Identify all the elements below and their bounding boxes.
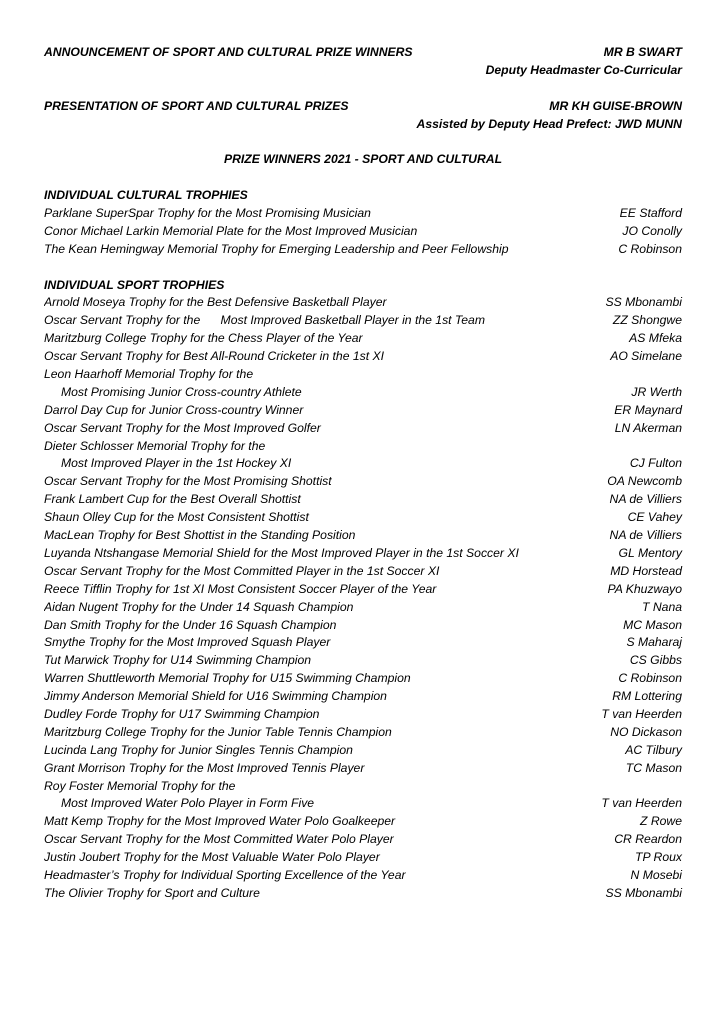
trophy-row — [44, 563, 682, 581]
winner-name: EE Stafford — [619, 206, 682, 221]
trophy-row — [44, 223, 682, 241]
winner-name: AC Tilbury — [625, 742, 682, 757]
cultural-section-title: INDIVIDUAL CULTURAL TROPHIES — [44, 188, 248, 203]
trophy-row — [44, 581, 682, 599]
trophy-name: Oscar Servant Trophy for the Most Committed Player in the 1st Soccer XI — [44, 563, 440, 578]
winner-name: TC Mason — [625, 760, 682, 775]
trophy-row — [44, 205, 682, 223]
winner-name: AO Simelane — [610, 349, 682, 364]
trophy-row — [44, 831, 682, 849]
presentation-role: Assisted by Deputy Head Prefect: JWD MUNN — [416, 116, 682, 131]
trophy-name: Luyanda Ntshangase Memorial Shield for the Most Improved Player in the 1st Soccer XI — [44, 545, 519, 560]
winner-name: ZZ Shongwe — [612, 313, 682, 328]
sport-trophy-list — [44, 294, 682, 902]
trophy-row — [44, 438, 682, 456]
cultural-trophy-list — [44, 205, 682, 259]
winner-name: T Nana — [642, 599, 682, 614]
trophy-row — [44, 813, 682, 831]
trophy-name: Dieter Schlosser Memorial Trophy for the — [44, 438, 266, 453]
winner-name: CS Gibbs — [629, 653, 682, 668]
winner-name: PA Khuzwayo — [607, 581, 682, 596]
trophy-row — [44, 742, 682, 760]
trophy-name: Headmaster’s Trophy for Individual Sporting Excellence of the Year — [44, 867, 406, 882]
trophy-row — [44, 885, 682, 903]
winner-name: NO Dickason — [610, 724, 682, 739]
trophy-row — [44, 760, 682, 778]
trophy-name: Matt Kemp Trophy for the Most Improved Water Polo Goalkeeper — [44, 814, 396, 829]
winner-name: C Robinson — [618, 241, 682, 256]
trophy-row — [44, 384, 682, 402]
page-title: PRIZE WINNERS 2021 - SPORT AND CULTURAL — [223, 152, 503, 167]
winner-name: CR Reardon — [614, 832, 682, 847]
trophy-row — [44, 849, 682, 867]
trophy-name: Aidan Nugent Trophy for the Under 14 Squash Champion — [44, 599, 354, 614]
trophy-name: Smythe Trophy for the Most Improved Squash Player — [44, 635, 331, 650]
trophy-name: Roy Foster Memorial Trophy for the — [44, 778, 236, 793]
winner-name: ER Maynard — [614, 402, 682, 417]
trophy-name: Oscar Servant Trophy for the Most Committed Water Polo Player — [44, 832, 394, 847]
trophy-name: Most Promising Junior Cross-country Athlete — [61, 384, 302, 399]
trophy-name: Oscar Servant Trophy for Best All-Round Cricketer in the 1st XI — [44, 349, 385, 364]
trophy-row — [44, 652, 682, 670]
trophy-name: Maritzburg College Trophy for the Junior Table Tennis Champion — [44, 724, 392, 739]
trophy-name: Jimmy Anderson Memorial Shield for U16 Swimming Champion — [44, 689, 387, 704]
trophy-row — [44, 294, 682, 312]
trophy-name: Frank Lambert Cup for the Best Overall Shottist — [44, 492, 301, 507]
trophy-name: Oscar Servant Trophy for the Most Improved Basketball Player in the 1st Team — [44, 313, 485, 328]
announcement-block — [44, 44, 682, 80]
winner-name: JO Conolly — [622, 223, 682, 238]
trophy-row — [44, 795, 682, 813]
trophy-row — [44, 706, 682, 724]
trophy-name: Most Improved Player in the 1st Hockey XI — [61, 456, 292, 471]
trophy-row — [44, 670, 682, 688]
sport-section-title: INDIVIDUAL SPORT TROPHIES — [44, 277, 225, 292]
trophy-row — [44, 867, 682, 885]
winner-name: C Robinson — [618, 671, 682, 686]
winner-name: SS Mbonambi — [605, 885, 682, 900]
trophy-name: Leon Haarhoff Memorial Trophy for the — [44, 367, 254, 382]
presentation-label: PRESENTATION OF SPORT AND CULTURAL PRIZES — [44, 98, 349, 113]
trophy-row — [44, 348, 682, 366]
presentation-person: MR KH GUISE-BROWN — [549, 98, 682, 113]
trophy-name: Warren Shuttleworth Memorial Trophy for U15 Swimming Champion — [44, 671, 411, 686]
trophy-name: Oscar Servant Trophy for the Most Improved Golfer — [44, 420, 321, 435]
trophy-row — [44, 420, 682, 438]
winner-name: OA Newcomb — [607, 474, 682, 489]
winner-name: GL Mentory — [618, 545, 682, 560]
trophy-name: Tut Marwick Trophy for U14 Swimming Champion — [44, 653, 312, 668]
trophy-row — [44, 241, 682, 259]
announcement-person: MR B SWART — [603, 45, 682, 59]
trophy-row — [44, 366, 682, 384]
winner-name: JR Werth — [631, 384, 682, 399]
trophy-name: Darrol Day Cup for Junior Cross-country Winner — [44, 402, 304, 417]
presentation-row — [44, 98, 682, 116]
spacer — [44, 259, 682, 277]
trophy-row — [44, 473, 682, 491]
winner-name: CJ Fulton — [629, 456, 682, 471]
announcement-role: Deputy Headmaster Co-Curricular — [485, 62, 682, 77]
trophy-name: Most Improved Water Polo Player in Form Five — [61, 796, 315, 811]
winner-name: LN Akerman — [614, 420, 682, 435]
trophy-row — [44, 634, 682, 652]
announcement-label: ANNOUNCEMENT OF SPORT AND CULTURAL PRIZE WINNERS — [44, 45, 413, 59]
trophy-name: Shaun Olley Cup for the Most Consistent Shottist — [44, 510, 309, 525]
trophy-name: The Kean Hemingway Memorial Trophy for Emerging Leadership and Peer Fellowship — [44, 241, 509, 256]
winner-name: NA de Villiers — [609, 492, 682, 507]
trophy-row — [44, 330, 682, 348]
winner-name: T van Heerden — [601, 706, 682, 721]
winner-name: CE Vahey — [627, 510, 682, 525]
trophy-name: Maritzburg College Trophy for the Chess Player of the Year — [44, 331, 363, 346]
spacer — [44, 133, 682, 151]
trophy-row — [44, 599, 682, 617]
presentation-block — [44, 98, 682, 134]
trophy-row — [44, 688, 682, 706]
winner-name: T van Heerden — [601, 796, 682, 811]
trophy-row — [44, 402, 682, 420]
trophy-row — [44, 455, 682, 473]
winner-name: TP Roux — [635, 850, 682, 865]
trophy-name: Parklane SuperSpar Trophy for the Most Promising Musician — [44, 206, 371, 221]
trophy-row — [44, 724, 682, 742]
trophy-name: Oscar Servant Trophy for the Most Promising Shottist — [44, 474, 332, 489]
trophy-name: The Olivier Trophy for Sport and Culture — [44, 885, 260, 900]
trophy-name: Dudley Forde Trophy for U17 Swimming Champion — [44, 706, 320, 721]
trophy-row — [44, 509, 682, 527]
trophy-row — [44, 312, 682, 330]
trophy-name: Grant Morrison Trophy for the Most Improved Tennis Player — [44, 760, 365, 775]
trophy-row — [44, 617, 682, 635]
winner-name: N Mosebi — [630, 867, 682, 882]
trophy-row — [44, 527, 682, 545]
trophy-name: MacLean Trophy for Best Shottist in the Standing Position — [44, 528, 356, 543]
winner-name: MD Horstead — [610, 563, 682, 578]
winner-name: SS Mbonambi — [605, 295, 682, 310]
winner-name: Z Rowe — [640, 814, 682, 829]
trophy-name: Lucinda Lang Trophy for Junior Singles Tennis Champion — [44, 742, 353, 757]
announcement-row — [44, 44, 682, 62]
trophy-row — [44, 491, 682, 509]
winner-name: MC Mason — [623, 617, 682, 632]
winner-name: AS Mfeka — [629, 331, 682, 346]
winner-name: RM Lottering — [612, 689, 682, 704]
trophy-name: Conor Michael Larkin Memorial Plate for the Most Improved Musician — [44, 223, 418, 238]
trophy-row — [44, 778, 682, 796]
trophy-name: Reece Tifflin Trophy for 1st XI Most Consistent Soccer Player of the Year — [44, 581, 437, 596]
winner-name: NA de Villiers — [609, 528, 682, 543]
trophy-row — [44, 545, 682, 563]
spacer — [44, 169, 682, 187]
trophy-name: Dan Smith Trophy for the Under 16 Squash Champion — [44, 617, 337, 632]
trophy-name: Justin Joubert Trophy for the Most Valuable Water Polo Player — [44, 850, 380, 865]
trophy-name: Arnold Moseya Trophy for the Best Defensive Basketball Player — [44, 295, 387, 310]
document-page — [44, 44, 682, 903]
spacer — [44, 80, 682, 98]
winner-name: S Maharaj — [626, 635, 682, 650]
